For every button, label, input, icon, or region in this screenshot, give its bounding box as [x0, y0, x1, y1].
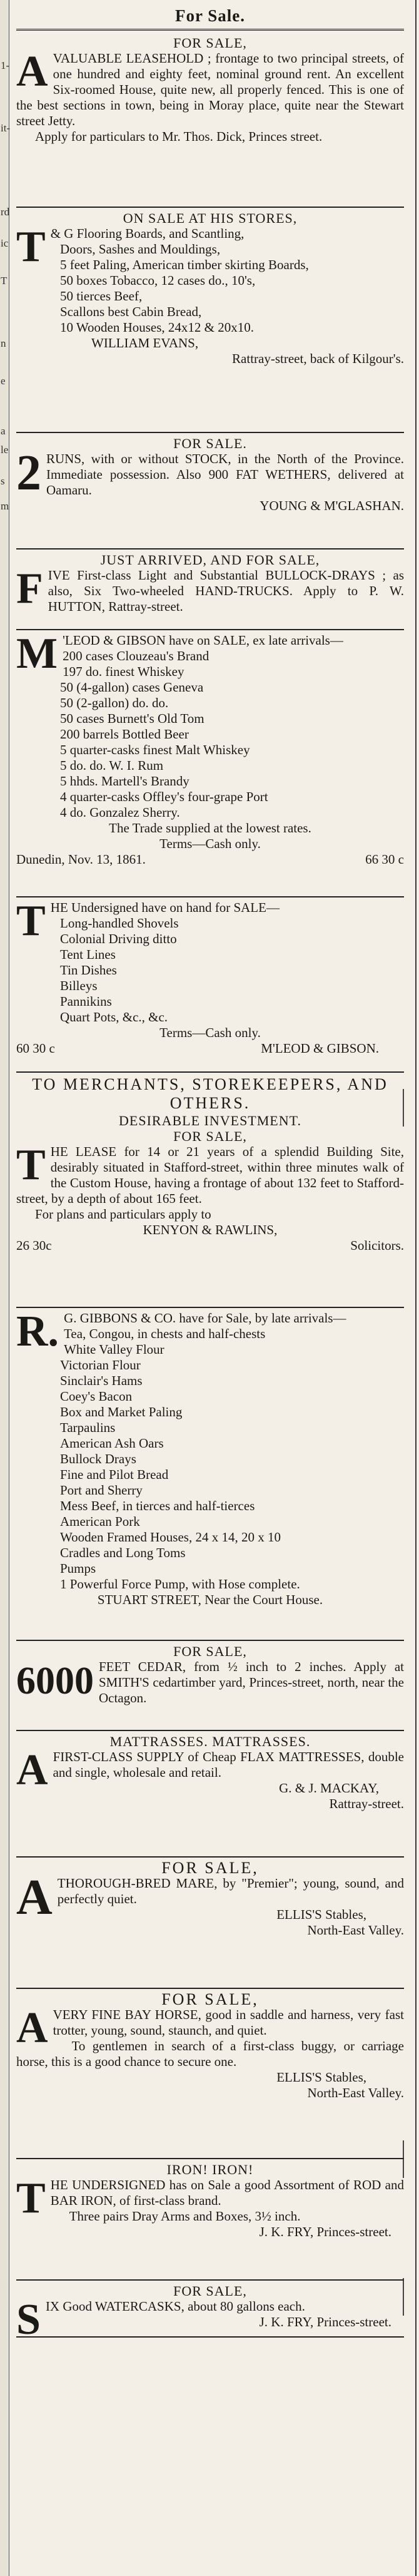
ad-line: Colonial Driving ditto: [60, 931, 177, 946]
ad-body: VALUABLE LEASEHOLD ; frontage to two principal streets, of one hundred and eighty feet, nominal ground rent. An excellent Six-roomed House, quite new, all properly fenced. This is one of the best sections in town, being in Moray place, quite near the Stewart street Jetty.: [16, 51, 404, 128]
drop-cap: T: [16, 1141, 46, 1189]
drop-cap: A: [16, 48, 48, 96]
left-margin-strip: [0, 0, 9, 2576]
ad-signature: WILLIAM EVANS,: [91, 335, 199, 350]
ad-divider: [16, 432, 404, 433]
ad-line: Tea, Congou, in chests and half-chests: [64, 1326, 266, 1341]
ad-line: White Valley Flour: [64, 1342, 164, 1357]
drop-cap: S: [16, 2296, 41, 2344]
drop-cap: R.: [16, 1307, 59, 1356]
ad-bullock-drays: [16, 548, 404, 615]
ad-divider: [16, 1730, 404, 1731]
ad-code: 66 30 c: [365, 852, 404, 867]
ad-heading: FOR SALE,: [173, 35, 247, 51]
ad-body: HE LEASE for 14 or 21 years of a splendid Building Site, desirably situated in Stafford-street, within three minutes walk of the Custom House, having a frontage of about 132 feet to Stafford-street, by a depth of about 165 feet.: [16, 1144, 404, 1206]
ad-intro: G. GIBBONS & CO. have for Sale, by late arrivals—: [64, 1311, 346, 1326]
ad-signature: ELLIS'S Stables,: [276, 1907, 366, 1922]
ad-line: Cradles and Long Toms: [60, 1545, 186, 1560]
ad-line: 5 quarter-casks finest Malt Whiskey: [60, 742, 250, 757]
ad-line: Victorian Flour: [60, 1357, 141, 1372]
ad-line: & G Flooring Boards, and Scantling,: [50, 226, 245, 241]
ad-divider: [16, 207, 404, 208]
ad-lease-stafford-street: [16, 1071, 404, 1254]
margin-fragment: m: [1, 500, 9, 512]
ad-line: Tent Lines: [60, 947, 116, 962]
ad-footer: The Trade supplied at the lowest rates.: [109, 820, 311, 836]
ad-line: Sinclair's Hams: [60, 1373, 143, 1388]
ad-line: Pumps: [60, 1561, 96, 1576]
ad-body: VERY FINE BAY HORSE, good in saddle and harness, very fast trotter, young, sound, staunch, and quiet.: [53, 2007, 404, 2038]
ad-address: North-East Valley.: [307, 1923, 404, 1938]
drop-cap: 2: [16, 446, 41, 501]
ad-watercasks: [16, 2279, 404, 2344]
ad-cedar: [16, 1640, 404, 1706]
ad-line: 50 cases Burnett's Old Tom: [60, 711, 204, 726]
ad-mare: [16, 1856, 404, 1938]
ad-code: 60 30 c: [16, 1041, 55, 1056]
ad-body: For plans and particulars apply to: [35, 1207, 211, 1222]
ad-subheading: FOR SALE,: [173, 1128, 247, 1144]
ad-heading: FOR SALE,: [161, 1990, 259, 2008]
ad-line: Mess Beef, in tierces and half-tierces: [60, 1498, 255, 1513]
margin-fragment: e: [1, 375, 6, 387]
ad-line: Billeys: [60, 978, 98, 993]
ad-heading: FOR SALE.: [173, 436, 247, 451]
ad-line: 5 feet Paling, American timber skirting Boards,: [60, 257, 309, 272]
ad-signature: G. & J. MACKAY,: [279, 1781, 379, 1796]
ad-signature: YOUNG & M'GLASHAN.: [260, 498, 404, 513]
ad-heading: TO MERCHANTS, STOREKEEPERS, AND OTHERS.: [32, 1075, 388, 1112]
ad-divider: [16, 629, 404, 630]
right-column-rule: [415, 0, 419, 2576]
ad-line: 50 boxes Tobacco, 12 cases do., 10's,: [60, 273, 256, 288]
drop-cap: A: [16, 1746, 48, 1794]
margin-fragment: rd: [1, 206, 10, 218]
ad-divider: [16, 548, 404, 549]
margin-fragment: T: [1, 275, 8, 287]
ad-heading: MATTRASSES. MATTRASSES.: [109, 1734, 311, 1749]
ad-divider: [16, 1307, 404, 1308]
ad-line: 200 cases Clouzeau's Brand: [63, 648, 210, 663]
ad-line: 50 tierces Beef,: [60, 289, 143, 304]
ad-line: American Pork: [60, 1514, 140, 1529]
ad-body: RUNS, with or without STOCK, in the North of the Province. Immediate possession. Also 900 FAT WETHERS, delivered at Oamaru.: [46, 451, 404, 498]
ad-intro: HE Undersigned have on hand for SALE—: [50, 900, 280, 915]
margin-fragment: le: [1, 444, 9, 456]
drop-cap: A: [16, 1870, 53, 1925]
ad-divider: [16, 2279, 404, 2281]
ad-body: IVE First-class Light and Substantial BULLOCK-DRAYS ; as also, Six Two-wheeled HAND-TRUCKS. Apply to P. W. HUTTON, Rattray-street.: [48, 568, 404, 614]
drop-cap: T: [16, 2174, 46, 2222]
ad-line: 4 quarter-casks Offley's four-grape Port: [60, 789, 268, 804]
right-margin-fragment: [403, 2278, 415, 2316]
ad-address: Rattray-street, back of Kilgour's.: [232, 351, 404, 366]
ad-body: HE UNDERSIGNED has on Sale a good Assortment of ROD and BAR IRON, of first-class brand.: [50, 2177, 404, 2208]
ad-divider: [16, 1988, 404, 1989]
ad-dateline: Dunedin, Nov. 13, 1861.: [16, 852, 146, 867]
ad-signature: J. K. FRY, Princes-street.: [259, 2224, 391, 2239]
ad-line: Fine and Pilot Bread: [60, 1467, 169, 1482]
right-margin-fragment: [403, 1089, 415, 1127]
ad-mleod-gibson-hardware: [16, 896, 404, 1056]
ad-body: Apply for particulars to Mr. Thos. Dick, Princes street.: [35, 129, 323, 144]
ad-divider: [16, 2336, 404, 2338]
ad-line: American Ash Oars: [60, 1436, 164, 1451]
ad-line: Port and Sherry: [60, 1483, 143, 1498]
ad-heading: FOR SALE,: [173, 1643, 247, 1659]
ad-line: Quart Pots, &c., &c.: [60, 1009, 168, 1025]
ad-line: Tin Dishes: [60, 963, 117, 978]
drop-cap: A: [16, 2004, 48, 2052]
ad-heading: JUST ARRIVED, AND FOR SALE,: [100, 552, 320, 568]
ad-body: THOROUGH-BRED MARE, by "Premier"; young, sound, and perfectly quiet.: [57, 1876, 404, 1906]
ad-william-evans: [16, 207, 404, 367]
margin-fragment: a: [1, 425, 6, 437]
drop-cap: F: [16, 565, 43, 613]
ad-line: Scallons best Cabin Bread,: [60, 304, 202, 319]
ad-signature: KENYON & RAWLINS,: [143, 1222, 278, 1237]
ad-line: 50 (2-gallon) do. do.: [60, 695, 169, 710]
ad-line: 197 do. finest Whiskey: [63, 664, 184, 679]
ad-heading: FOR SALE,: [161, 1859, 259, 1877]
drop-cap: 6000: [16, 1660, 94, 1702]
ad-subheading: DESIRABLE INVESTMENT.: [119, 1113, 301, 1128]
margin-fragment: ic: [1, 237, 9, 249]
ad-line: 50 (4-gallon) cases Geneva: [60, 680, 204, 695]
ad-terms: Terms—Cash only.: [159, 836, 261, 851]
ad-intro: 'LEOD & GIBSON have on SALE, ex late arrivals—: [63, 633, 343, 648]
ad-heading: FOR SALE,: [173, 2283, 247, 2299]
ad-body: FEET CEDAR, from ½ inch to 2 inches. Apply at SMITH'S cedartimber yard, Princes-street, north, near the Octagon.: [99, 1659, 404, 1705]
ad-body: To gentlemen in search of a first-class buggy, or carriage horse, this is a good chance to secure one.: [16, 2038, 404, 2069]
ad-gibbons: [16, 1307, 404, 1608]
margin-fragment: n: [1, 337, 6, 349]
ad-address: North-East Valley.: [307, 2085, 404, 2100]
ad-role: Solicitors.: [350, 1238, 404, 1253]
ad-signature: ELLIS'S Stables,: [276, 2070, 366, 2085]
ad-divider: [16, 1640, 404, 1641]
ad-heading: IRON! IRON!: [166, 2162, 254, 2177]
ad-signature: M'LEOD & GIBSON.: [261, 1041, 379, 1056]
ad-divider: [16, 1071, 404, 1073]
drop-cap: M: [16, 630, 58, 678]
ad-iron: [16, 2158, 404, 2240]
ad-line: Doors, Sashes and Mouldings,: [60, 242, 221, 257]
ad-line: 1 Powerful Force Pump, with Hose complete.: [60, 1577, 300, 1592]
right-margin-fragment: [403, 2140, 415, 2178]
ad-line: 4 do. Gonzalez Sherry.: [60, 805, 180, 820]
ad-body: Three pairs Dray Arms and Boxes, 3½ inch.: [69, 2209, 301, 2224]
ad-line: 10 Wooden Houses, 24x12 & 20x10.: [60, 320, 254, 335]
ad-bay-horse: [16, 1988, 404, 2101]
ad-heading: ON SALE AT HIS STORES,: [123, 210, 298, 226]
margin-fragment: 1-: [1, 59, 10, 71]
ad-signature: J. K. FRY, Princes-street.: [259, 2314, 391, 2329]
ad-line: Pannikins: [60, 994, 112, 1009]
ad-line: Box and Market Paling: [60, 1404, 183, 1419]
ad-runs: [16, 432, 404, 514]
ad-mattrasses: [16, 1730, 404, 1812]
ad-divider: [16, 896, 404, 897]
ad-divider: [16, 1856, 404, 1858]
ad-body: FIRST-CLASS SUPPLY of Cheap FLAX MATTRESSES, double and single, wholesale and retail.: [53, 1749, 404, 1780]
ad-body: IX Good WATERCASKS, about 80 gallons each.: [45, 2299, 305, 2314]
ad-leasehold: [16, 35, 404, 145]
ad-line: 5 hhds. Martell's Brandy: [60, 774, 189, 789]
ad-line: 200 barrels Bottled Beer: [60, 727, 189, 742]
margin-fragment: s: [1, 475, 5, 487]
drop-cap: T: [16, 897, 46, 945]
ad-line: 5 do. do. W. I. Rum: [60, 758, 164, 773]
masthead: For Sale.: [175, 6, 245, 25]
ad-line: Bullock Drays: [60, 1451, 136, 1466]
ad-signature: STUART STREET, Near the Court House.: [97, 1592, 323, 1607]
ad-line: Tarpaulins: [60, 1420, 116, 1435]
margin-fragment: it-: [1, 122, 11, 134]
ad-line: Long-handled Shovels: [60, 916, 179, 931]
ad-address: Rattray-street.: [329, 1796, 404, 1811]
masthead-rule: [16, 29, 404, 31]
ad-code: 26 30c: [16, 1238, 52, 1253]
ad-line: Wooden Framed Houses, 24 x 14, 20 x 10: [60, 1530, 281, 1545]
ad-line: Coey's Bacon: [60, 1389, 133, 1404]
ad-divider: [16, 2158, 404, 2159]
drop-cap: T: [16, 223, 46, 271]
ad-terms: Terms—Cash only.: [159, 1025, 261, 1040]
ad-mleod-gibson-liquor: [16, 629, 404, 867]
